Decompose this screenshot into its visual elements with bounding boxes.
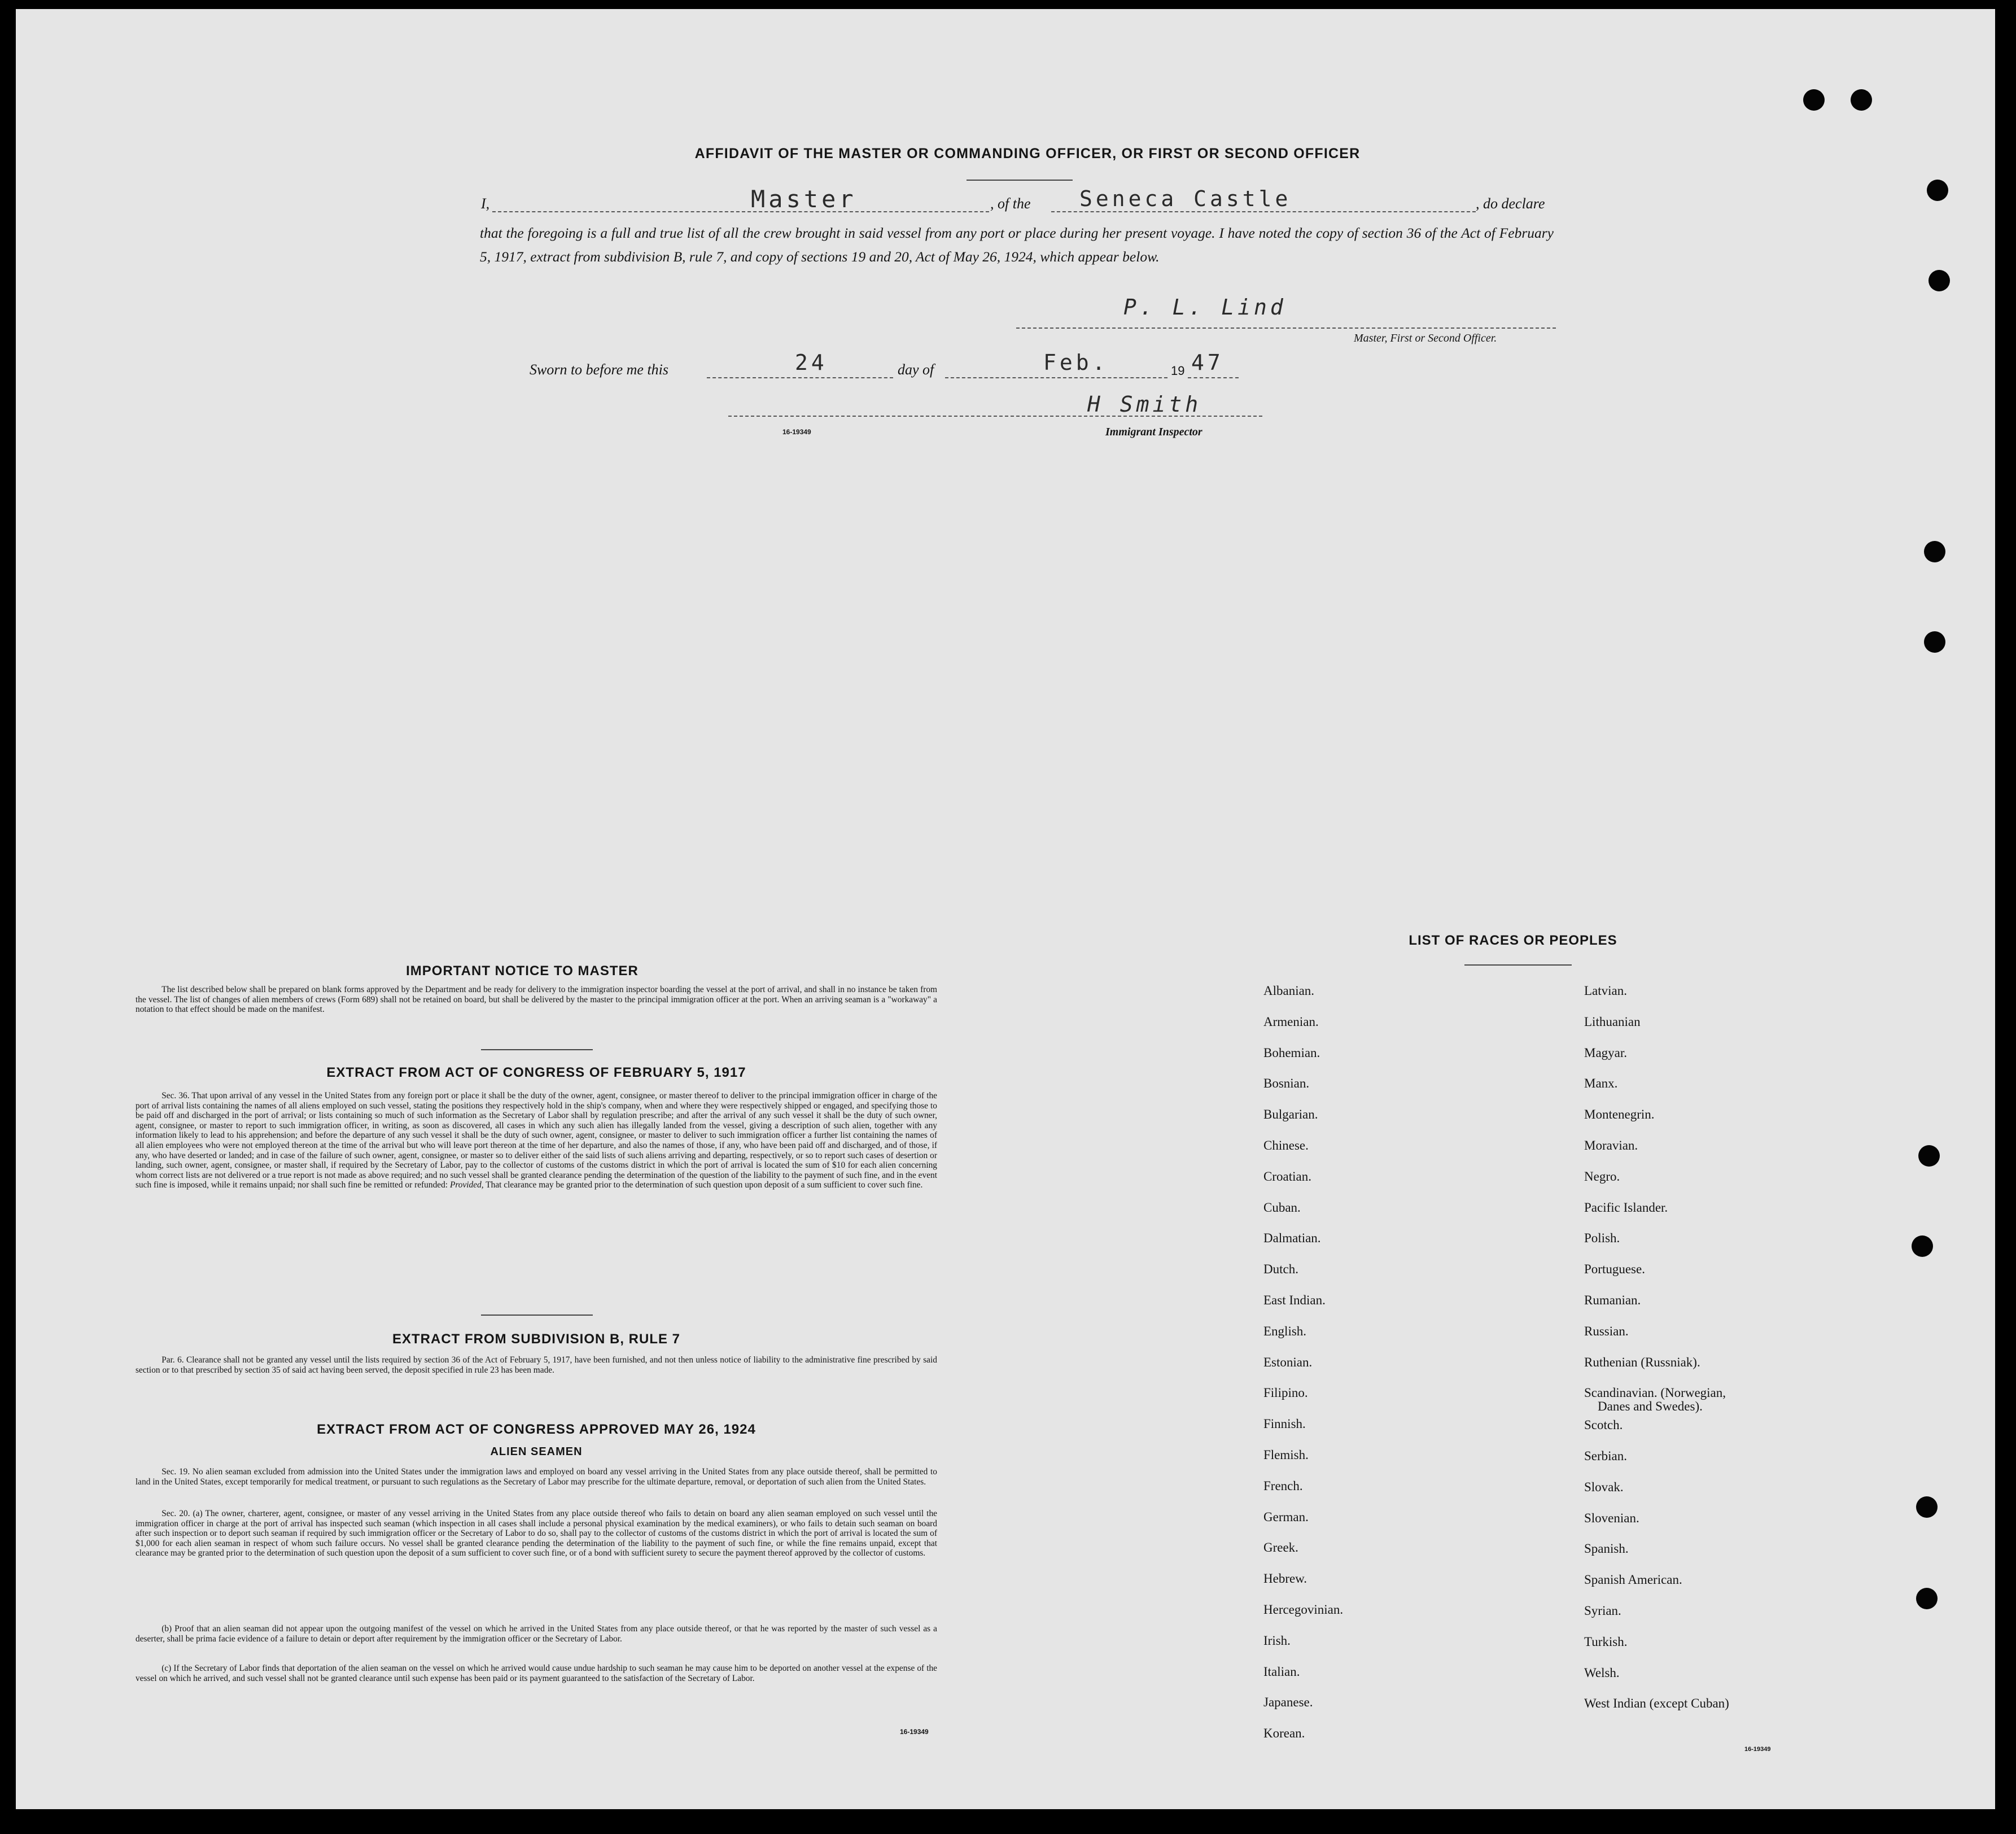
punch-hole [1912, 1235, 1933, 1257]
race-item: Serbian. [1584, 1449, 1628, 1463]
race-item: East Indian. [1263, 1293, 1326, 1307]
race-item: Croatian. [1263, 1169, 1311, 1184]
race-item: Italian. [1263, 1664, 1300, 1679]
vessel-name-line [1051, 211, 1476, 212]
race-item: Moravian. [1584, 1138, 1638, 1152]
notice-title: IMPORTANT NOTICE TO MASTER [406, 963, 639, 979]
divider [967, 180, 1073, 181]
rule-7-text: Par. 6. Clearance shall not be granted any vessel until the lists required by section 36 of the Act of February 5, 1917, have been furnished, and not then unless notice of liability to the administrative fine prescribed by said section or to that prescribed by section 35 of said act having been served, the deposit specified in rule 23 has been made. [135, 1355, 937, 1375]
act-1924-sec20b: (b) Proof that an alien seaman did not appear upon the outgoing manifest of the vessel on which he arrived in the United States from any place outside thereof, or that he was reported by the master of such vessel as a deserter, shall be prima facie evidence of a failure to detain or deport after requirement by the immigration officer or the Secretary of Labor. [135, 1624, 937, 1644]
master-signature: P. L. Lind [1123, 295, 1287, 320]
act-1917-title: EXTRACT FROM ACT OF CONGRESS OF FEBRUARY 5, 1917 [326, 1065, 746, 1080]
officer-name-value: Master [751, 185, 857, 213]
race-item: Greek. [1263, 1540, 1298, 1555]
act-1924-sec20a: Sec. 20. (a) The owner, charterer, agent, consignee, or master of any vessel arriving in the United States from any place outside thereof who fails to detain on board any alien seaman employed on such vessel until the immigration officer in charge at the port of arrival has inspected such seaman (which inspection in all cases shall include a personal physical examination by the medical examiners), or who fails to detain such seaman on board after such inspection or to deport such seaman if required by such immigration officer or the Secretary of Labor to do so, shall pay to the collector of customs of the customs district in which the port of arrival is located the sum of $1,000 for each alien seaman in respect of whom such failure occurs. No vessel shall be granted clearance pending the determination of the liability to the payment of such fine, or while the fine remains unpaid, except that clearance may be granted prior to the determination of such question upon the deposit of a sum sufficient to cover such fine, or of a bond with sufficient surety to secure the payment thereof approved by the collector of customs. [135, 1509, 937, 1558]
act-1924-title: EXTRACT FROM ACT OF CONGRESS APPROVED MAY 26, 1924 [317, 1422, 756, 1437]
race-item: Latvian. [1584, 984, 1627, 998]
punch-hole [1851, 89, 1872, 111]
race-item: Polish. [1584, 1231, 1620, 1246]
race-item: Korean. [1263, 1726, 1305, 1741]
declaration-text: that the foregoing is a full and true list of all the crew brought in said vessel from any port or place during her present voyage. I have noted the copy of section 36 of the Act of February 5, 1917, extract from subdivision B, rule 7, and copy of sections 19 and 20, Act of May 26, 1924, which appear below. [480, 225, 1554, 265]
race-item: Danes and Swedes). [1598, 1399, 1703, 1414]
i-label: I, [481, 195, 490, 212]
act-1917-text [135, 1091, 937, 1190]
act-1917-proviso: Provided, [449, 1180, 484, 1190]
affidavit-title: AFFIDAVIT OF THE MASTER OR COMMANDING OFFICER, OR FIRST OR SECOND OFFICER [694, 146, 1361, 161]
sworn-month-value: Feb. [1043, 350, 1109, 375]
race-item: Filipino. [1263, 1386, 1308, 1400]
race-item: West Indian (except Cuban) [1584, 1696, 1729, 1711]
race-item: Spanish. [1584, 1542, 1629, 1556]
race-item: Scotch. [1584, 1418, 1623, 1433]
punch-hole [1918, 1145, 1940, 1167]
race-item: Ruthenian (Russniak). [1584, 1355, 1700, 1369]
race-item: German. [1263, 1509, 1309, 1524]
officer-name-line [492, 211, 989, 212]
divider [481, 1049, 593, 1050]
race-item: Bohemian. [1263, 1045, 1320, 1060]
race-item: Hercegovinian. [1263, 1602, 1344, 1617]
race-item: Albanian. [1263, 984, 1315, 998]
race-item: Pacific Islander. [1584, 1200, 1668, 1215]
year-prefix: 19 [1171, 364, 1185, 378]
punch-hole [1803, 89, 1825, 111]
race-item: Flemish. [1263, 1448, 1309, 1462]
race-item: Syrian. [1584, 1604, 1621, 1618]
race-item: Scandinavian. (Norwegian, [1584, 1386, 1726, 1400]
punch-hole [1927, 180, 1948, 201]
race-item: Bosnian. [1263, 1076, 1310, 1091]
divider [1464, 964, 1572, 966]
day-of-label: day of [898, 361, 934, 378]
of-the-label: , of the [990, 195, 1031, 212]
race-item: Magyar. [1584, 1045, 1628, 1060]
month-line [945, 377, 1167, 378]
sworn-day-value: 24 [795, 350, 828, 375]
race-item: Spanish American. [1584, 1573, 1682, 1587]
act-1924-subtitle: ALIEN SEAMEN [490, 1446, 583, 1458]
notice-text: The list described below shall be prepared on blank forms approved by the Department and be ready for delivery to the immigration inspector boarding the vessel at the port of arrival, and shall in no instance be taken from the vessel. The list of changes of alien members of crews (Form 689) shall not be retained on board, but shall be delivered by the master to the principal immigration officer at the port. When an arriving seaman is a "workaway" a notation to that effect should be made on the manifest. [135, 985, 937, 1015]
race-item: Dalmatian. [1263, 1231, 1321, 1246]
act-1917-body: Sec. 36. That upon arrival of any vessel in the United States from any foreign port or place it shall be the duty of the owner, agent, consignee, or master thereof to deliver to the principal immigration officer in charge of the port of arrival lists containing the names of all aliens employed on such vessel, stating the positions they respectively hold in the ship's company, when and where they were respectively shipped or engaged, and specifying those to be paid off and discharged in the port of arrival; or lists containing so much of such information as the Secretary of Labor shall by regulation prescribe; and after the arrival of any such vessel it shall be the duty of such owner, agent, consignee, or master to report to such immigration officer, in writing, as soon as discovered, all cases in which any such alien has illegally landed from the vessel, giving a description of such alien, together with any information likely to lead to his apprehension; and before the departure of any such vessel it shall be the duty of such owner, agent, consignee, or master to deliver to such immigration officer a further list containing the names of all alien employees who were not employed thereon at the time of the arrival but who will leave port thereon at the time of her departure, and also the names of those, if any, who have been paid off and discharged, and of those, if any, who have deserted or landed; and in case of the failure of such owner, agent, consignee, or master so to deliver either of the said lists of such aliens arriving and departing, respectively, or so to report such cases of desertion or landing, such owner, agent, consignee, or master shall, if required by the Secretary of Labor, pay to the collector of customs of the customs district in which the port of arrival is located the sum of $10 for each alien concerning whom correct lists are not delivered or a true report is not made as above required; and no such vessel shall be granted clearance pending the determination of the question of the liability to the payment of such fine, and in the event such fine is imposed, while it remains unpaid; nor shall such fine be remitted or refunded: [135, 1091, 937, 1190]
act-1917-body-end: That clearance may be granted prior to the determination of such question upon deposit of a sum sufficient to cover such fine. [486, 1180, 923, 1190]
race-item: Bulgarian. [1263, 1107, 1318, 1122]
race-item: Russian. [1584, 1324, 1629, 1338]
punch-hole [1924, 631, 1945, 653]
race-item: Lithuanian [1584, 1014, 1641, 1029]
signature-line [1016, 328, 1556, 329]
race-item: Chinese. [1263, 1138, 1309, 1152]
punch-hole [1924, 541, 1945, 562]
punch-hole [1928, 270, 1950, 291]
race-item: Rumanian. [1584, 1293, 1641, 1307]
race-item: English. [1263, 1324, 1307, 1338]
race-item: Portuguese. [1584, 1262, 1645, 1277]
races-title: LIST OF RACES OR PEOPLES [1409, 933, 1617, 948]
inspector-caption: Immigrant Inspector [1105, 426, 1202, 438]
race-item: Turkish. [1584, 1634, 1628, 1649]
sworn-label: Sworn to before me this [530, 361, 669, 378]
year-value: 47 [1191, 350, 1224, 375]
race-item: Estonian. [1263, 1355, 1313, 1369]
act-1924-sec20c: (c) If the Secretary of Labor finds that deportation of the alien seaman on the vessel on which he arrived would cause undue hardship to such seaman he may cause him to be deported on another vessel at the expense of the vessel on which he arrived, and such vessel shall not be granted clearance until such expense has been paid or its payment guaranteed to the satisfaction of the Secretary of Labor. [135, 1663, 937, 1683]
race-item: Negro. [1584, 1169, 1620, 1184]
race-item: Dutch. [1263, 1262, 1298, 1277]
year-line [1188, 377, 1239, 378]
divider [481, 1315, 593, 1316]
race-item: Slovak. [1584, 1479, 1624, 1494]
race-item: Japanese. [1263, 1695, 1313, 1710]
race-item: Armenian. [1263, 1014, 1319, 1029]
race-item: Cuban. [1263, 1200, 1301, 1215]
form-number: 16-19349 [1744, 1746, 1771, 1753]
day-line [707, 377, 893, 378]
race-item: Finnish. [1263, 1417, 1306, 1431]
race-item: Hebrew. [1263, 1571, 1307, 1586]
do-declare-label: , do declare [1476, 195, 1545, 212]
race-item: Irish. [1263, 1633, 1291, 1648]
form-number: 16-19349 [900, 1728, 929, 1736]
rule-7-title: EXTRACT FROM SUBDIVISION B, RULE 7 [392, 1331, 681, 1347]
vessel-name-value: Seneca Castle [1079, 186, 1292, 211]
race-item: Welsh. [1584, 1665, 1620, 1680]
act-1924-sec19: Sec. 19. No alien seaman excluded from admission into the United States under the immigration laws and employed on board any vessel arriving in the United States from any place outside thereof, shall be permitted to land in the United States, except temporarily for medical treatment, or pursuant to such regulations as the Secretary of Labor may prescribe for the ultimate departure, removal, or deportation of such alien from the United States. [135, 1467, 937, 1487]
punch-hole [1916, 1588, 1938, 1609]
race-item: Slovenian. [1584, 1510, 1639, 1525]
race-item: Manx. [1584, 1076, 1618, 1091]
race-item: French. [1263, 1478, 1303, 1493]
race-item: Montenegrin. [1584, 1107, 1655, 1122]
punch-hole [1916, 1496, 1938, 1518]
inspector-signature: H Smith [1087, 392, 1202, 417]
form-number: 16-19349 [782, 428, 811, 436]
signature-caption: Master, First or Second Officer. [1354, 332, 1497, 344]
